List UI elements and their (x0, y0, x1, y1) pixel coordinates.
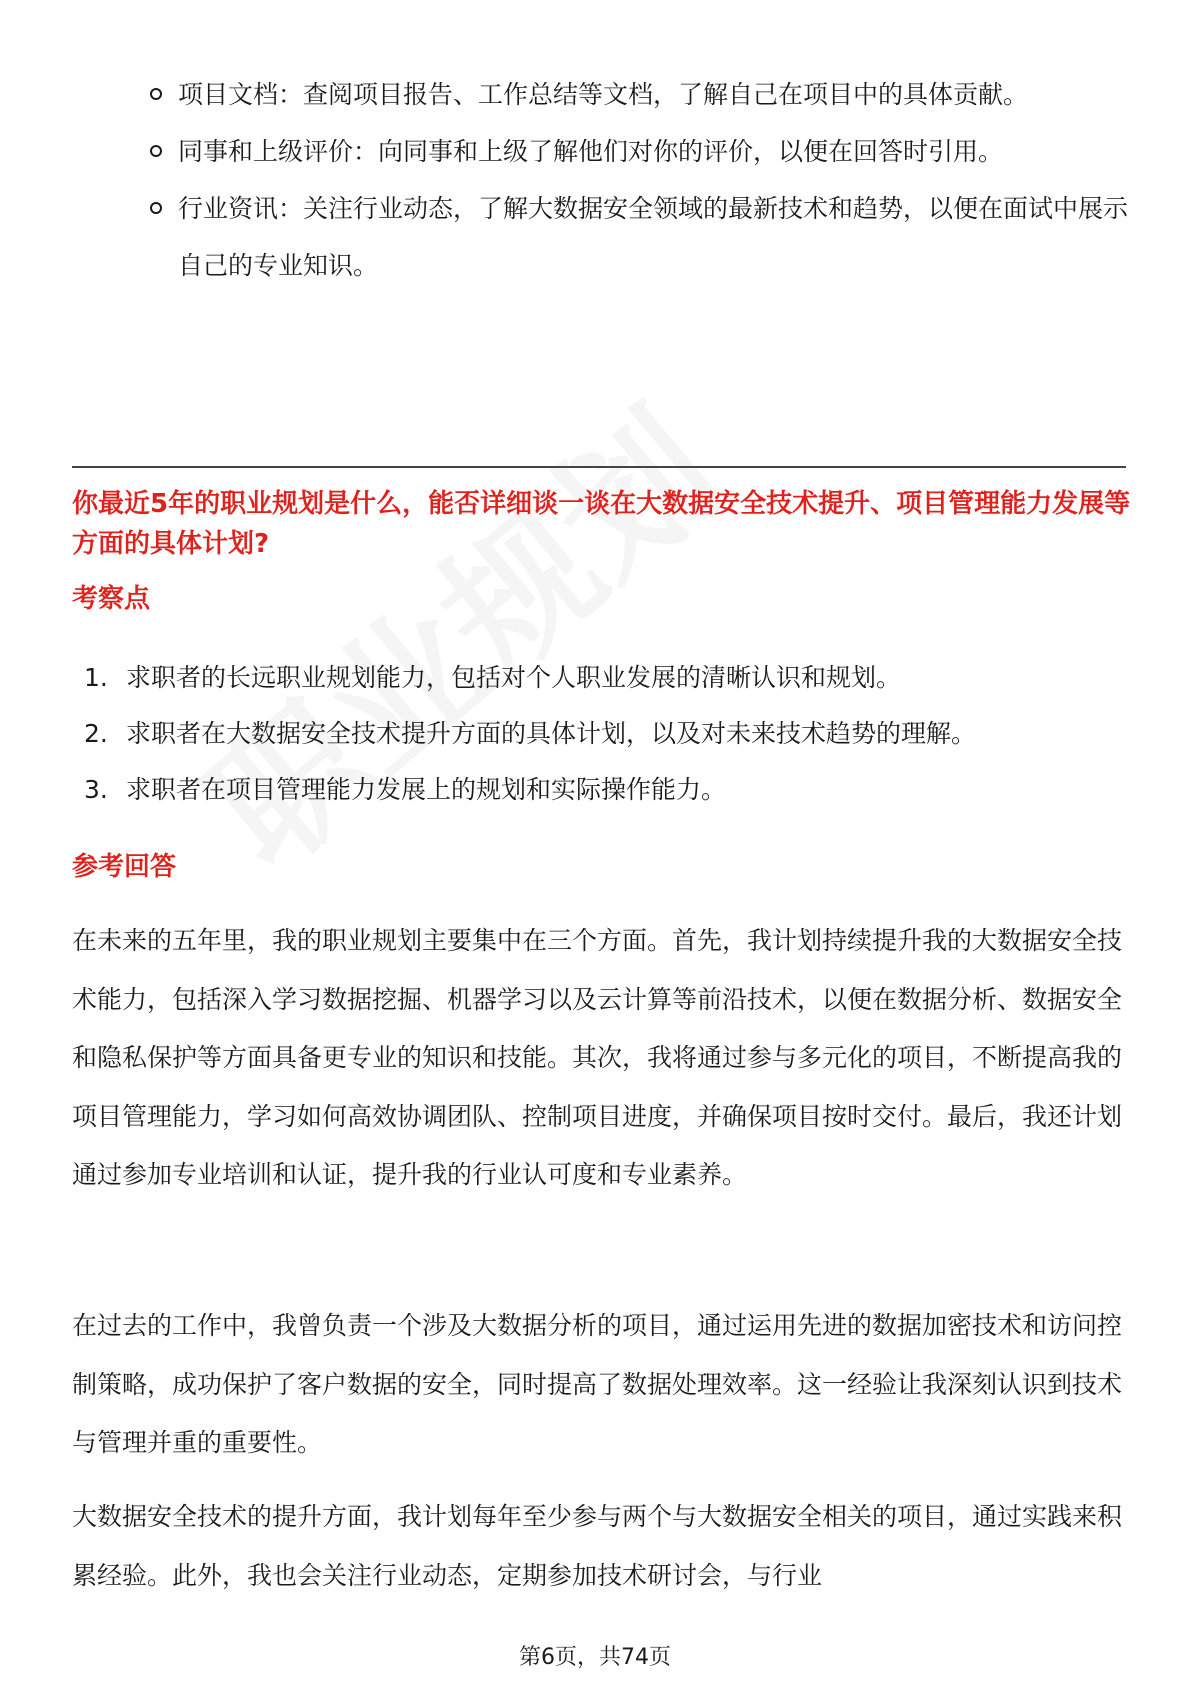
circle-bullet-icon (150, 145, 162, 157)
circle-bullet-icon (150, 88, 162, 100)
bullet-text: 项目文档：查阅项目报告、工作总结等文档，了解自己在项目中的具体贡献。 (178, 80, 1029, 109)
section-heading-kaocha: 考察点 (72, 584, 151, 614)
list-item (150, 180, 1130, 294)
circle-bullet-icon (150, 202, 162, 214)
item-number: 1. (84, 663, 108, 692)
list-item (150, 123, 1130, 180)
section-heading-cankao: 参考回答 (72, 852, 177, 882)
list-item (84, 706, 1124, 762)
item-number: 2. (84, 719, 108, 748)
item-text: 求职者在项目管理能力发展上的规划和实际操作能力。 (126, 775, 727, 804)
section-divider (72, 466, 1126, 468)
question-title: 你最近5年的职业规划是什么，能否详细谈一谈在大数据安全技术提升、项目管理能力发展等方面的具体计划? (72, 489, 1131, 559)
answer-paragraph: 大数据安全技术的提升方面，我计划每年至少参与两个与大数据安全相关的项目，通过实践来积累经验。此外，我也会关注行业动态，定期参加技术研讨会，与行业 (72, 1502, 1123, 1590)
bullet-text: 行业资讯：关注行业动态，了解大数据安全领域的最新技术和趋势，以便在面试中展示自己的专业知识。 (178, 194, 1129, 280)
page-footer: 第6页，共74页 (519, 1645, 671, 1670)
answer-paragraph: 在未来的五年里，我的职业规划主要集中在三个方面。首先，我计划持续提升我的大数据安全技术能力，包括深入学习数据挖掘、机器学习以及云计算等前沿技术，以便在数据分析、数据安全和隐私保护等方面具备更专业的知识和技能。其次，我将通过参与多元化的项目，不断提高我的项目管理能力，学习如何高效协调团队、控制项目进度，并确保项目按时交付。最后，我还计划通过参加专业培训和认证，提升我的行业认可度和专业素养。 (72, 926, 1123, 1189)
item-text: 求职者的长远职业规划能力，包括对个人职业发展的清晰认识和规划。 (126, 663, 902, 692)
list-item (84, 650, 1124, 706)
points-list (84, 650, 1124, 818)
item-text: 求职者在大数据安全技术提升方面的具体计划，以及对未来技术趋势的理解。 (126, 719, 977, 748)
answer-paragraph: 在过去的工作中，我曾负责一个涉及大数据分析的项目，通过运用先进的数据加密技术和访问控制策略，成功保护了客户数据的安全，同时提高了数据处理效率。这一经验让我深刻认识到技术与管理并重的重要性。 (72, 1311, 1123, 1457)
item-number: 3. (84, 775, 108, 804)
bullet-text: 同事和上级评价：向同事和上级了解他们对你的评价，以便在回答时引用。 (178, 137, 1004, 166)
list-item (84, 762, 1124, 818)
list-item (150, 66, 1130, 123)
bullet-list (150, 66, 1130, 294)
